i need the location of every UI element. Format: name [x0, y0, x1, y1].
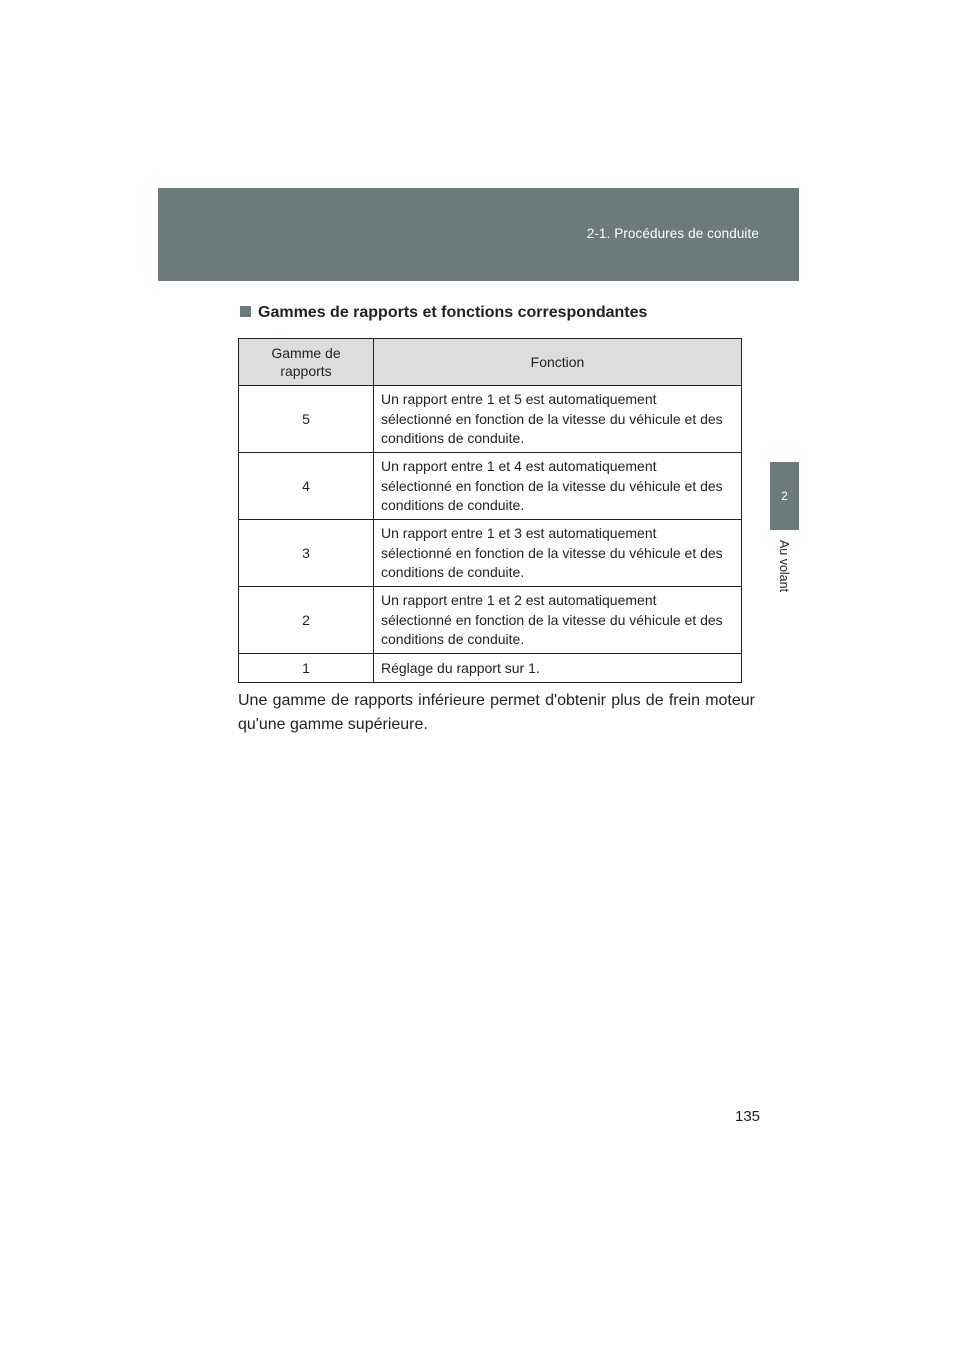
body-paragraph: Une gamme de rapports inférieure permet d'obtenir plus de frein moteur qu'une gamme supérieure. [238, 692, 755, 733]
function-cell: Réglage du rapport sur 1. [374, 654, 742, 683]
header-range-label: Gamme de rapports [271, 345, 341, 379]
square-bullet-icon [240, 306, 251, 317]
table-row [239, 654, 742, 683]
chapter-number: 2 [781, 489, 788, 503]
gear-range-table [238, 338, 742, 683]
header-range [239, 339, 374, 386]
range-cell: 5 [239, 386, 374, 453]
function-cell: Un rapport entre 1 et 5 est automatiquement sélectionné en fonction de la vitesse du véhicule et des conditions de conduite. [374, 386, 742, 453]
section-title: 2-1. Procédures de conduite [586, 226, 759, 241]
chapter-label: Au volant [777, 539, 791, 593]
header-function: Fonction [374, 339, 742, 386]
header-band [158, 188, 799, 281]
chapter-tab[interactable] [770, 462, 799, 530]
section-heading [240, 304, 647, 322]
function-cell: Un rapport entre 1 et 2 est automatiquement sélectionné en fonction de la vitesse du véhicule et des conditions de conduite. [374, 587, 742, 654]
range-cell: 4 [239, 453, 374, 520]
table-row [239, 386, 742, 453]
range-cell: 3 [239, 520, 374, 587]
table-row [239, 587, 742, 654]
function-cell: Un rapport entre 1 et 3 est automatiquement sélectionné en fonction de la vitesse du véhicule et des conditions de conduite. [374, 520, 742, 587]
table-row [239, 453, 742, 520]
table-row [239, 520, 742, 587]
range-cell: 2 [239, 587, 374, 654]
range-cell: 1 [239, 654, 374, 683]
table-header-row [239, 339, 742, 386]
page-number: 135 [735, 1108, 761, 1125]
function-cell: Un rapport entre 1 et 4 est automatiquement sélectionné en fonction de la vitesse du véhicule et des conditions de conduite. [374, 453, 742, 520]
section-heading-text: Gammes de rapports et fonctions correspondantes [258, 304, 648, 321]
